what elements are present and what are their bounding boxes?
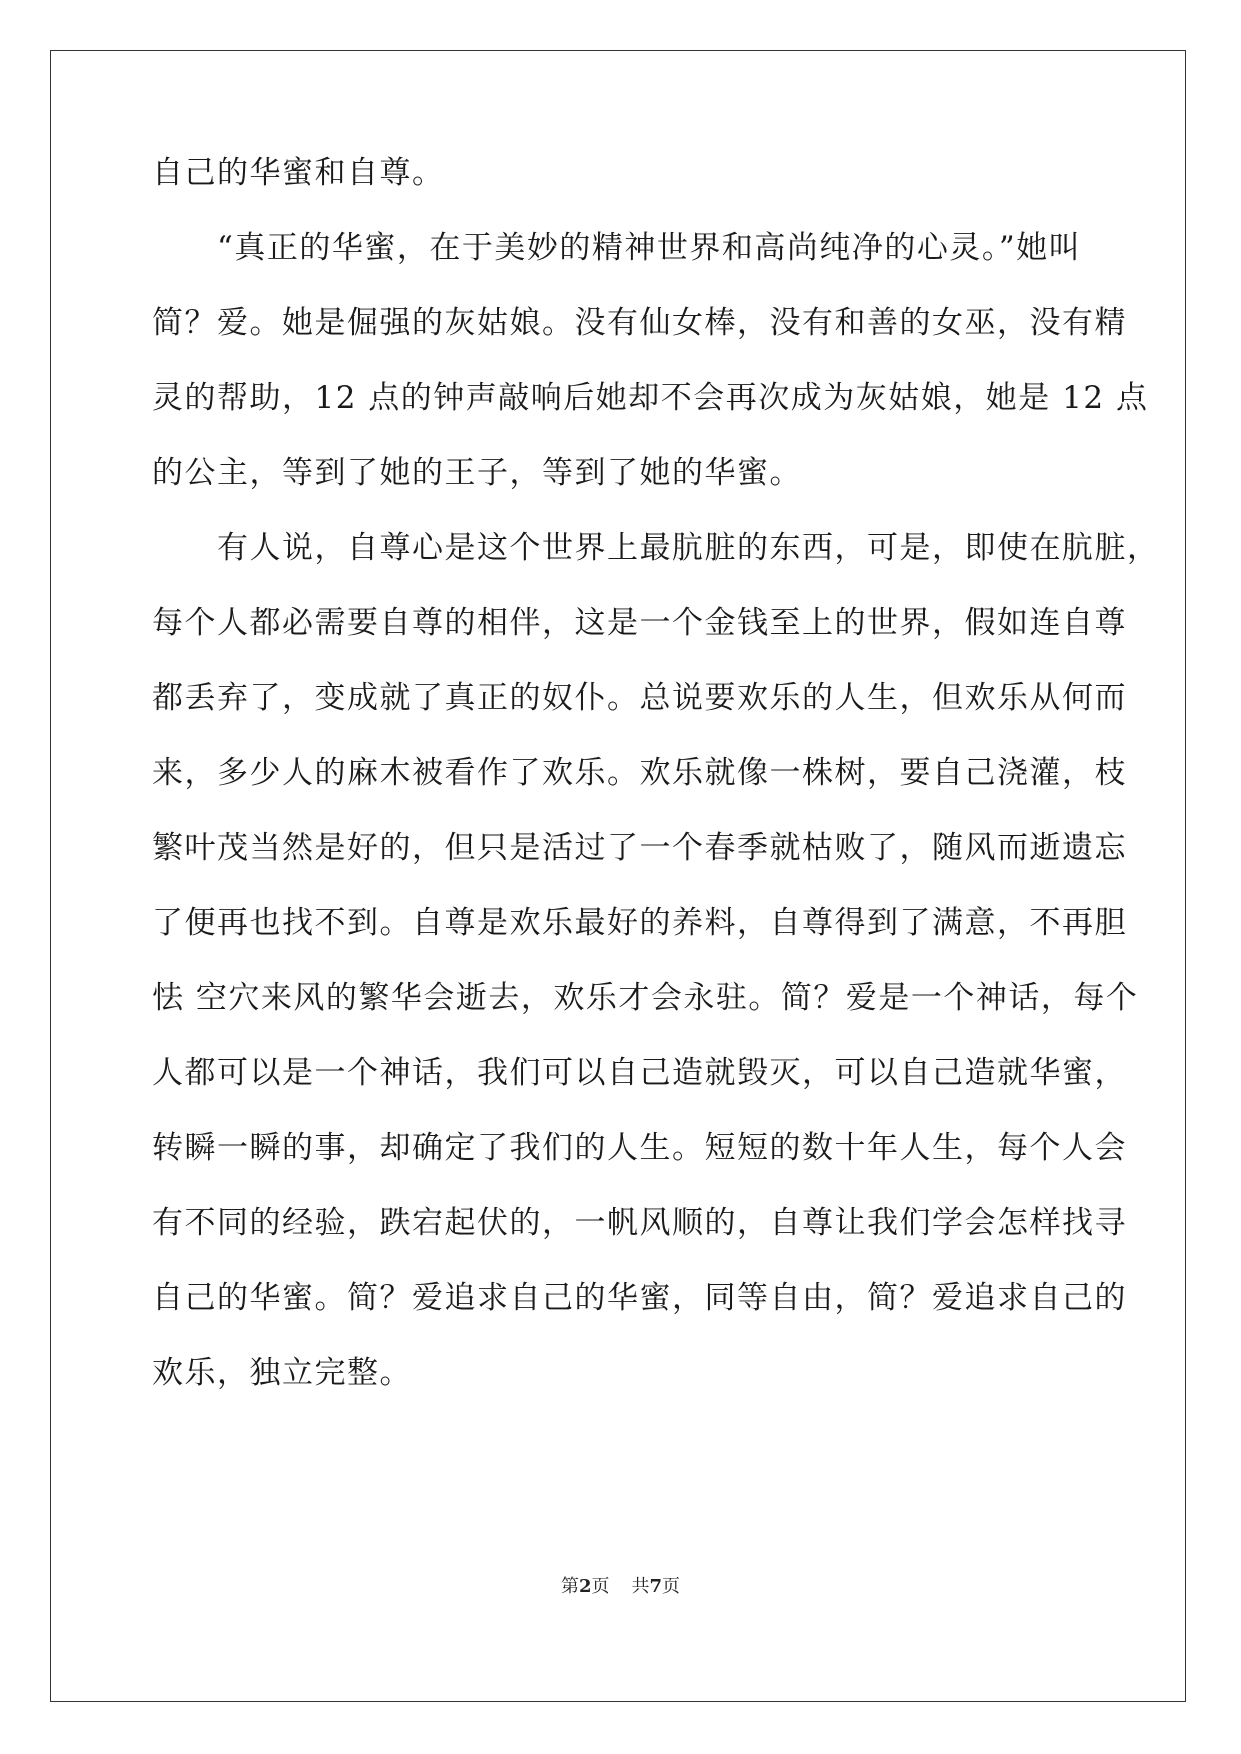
- text-line: 自己的华蜜。简？爱追求自己的华蜜，同等自由，简？爱追求自己的: [152, 1280, 1127, 1316]
- page-border: [50, 50, 1186, 1702]
- total-pages-indicator: 共7页: [631, 1576, 681, 1597]
- text-line: 每个人都必需要自尊的相伴，这是一个金钱至上的世界，假如连自尊: [152, 605, 1127, 641]
- text-line: 繁叶茂当然是好的，但只是活过了一个春季就枯败了，随风而逝遗忘: [152, 830, 1127, 866]
- text-line: 都丢弃了，变成就了真正的奴仆。总说要欢乐的人生，但欢乐从何而: [152, 680, 1127, 716]
- text-line: 转瞬一瞬的事，却确定了我们的人生。短短的数十年人生，每个人会: [152, 1130, 1127, 1166]
- text-line: 欢乐，独立完整。: [152, 1355, 412, 1391]
- text-line: 的公主，等到了她的王子，等到了她的华蜜。: [152, 455, 802, 491]
- text-line: 怯 空穴来风的繁华会逝去，欢乐才会永驻。简？爱是一个神话，每个: [152, 980, 1139, 1016]
- text-line: 来，多少人的麻木被看作了欢乐。欢乐就像一株树，要自己浇灌，枝: [152, 755, 1127, 791]
- text-line: 了便再也找不到。自尊是欢乐最好的养料，自尊得到了满意，不再胆: [152, 905, 1127, 941]
- text-line: 有人说，自尊心是这个世界上最肮脏的东西，可是，即使在肮脏，: [152, 530, 1160, 566]
- text-line: 自己的华蜜和自尊。: [152, 155, 445, 191]
- text-line: 灵的帮助，12 点的钟声敲响后她却不会再次成为灰姑娘，她是 12 点: [152, 380, 1149, 416]
- page-footer: [0, 1572, 1241, 1598]
- text-line: 简？爱。她是倔强的灰姑娘。没有仙女棒，没有和善的女巫，没有精: [152, 305, 1127, 341]
- page-indicator: 第2页: [560, 1576, 610, 1597]
- text-line: 有不同的经验，跌宕起伏的，一帆风顺的，自尊让我们学会怎样找寻: [152, 1205, 1127, 1241]
- text-line: “真正的华蜜，在于美妙的精神世界和高尚纯净的心灵。”她叫: [152, 230, 1082, 266]
- text-line: 人都可以是一个神话，我们可以自己造就毁灭，可以自己造就华蜜，: [152, 1055, 1127, 1091]
